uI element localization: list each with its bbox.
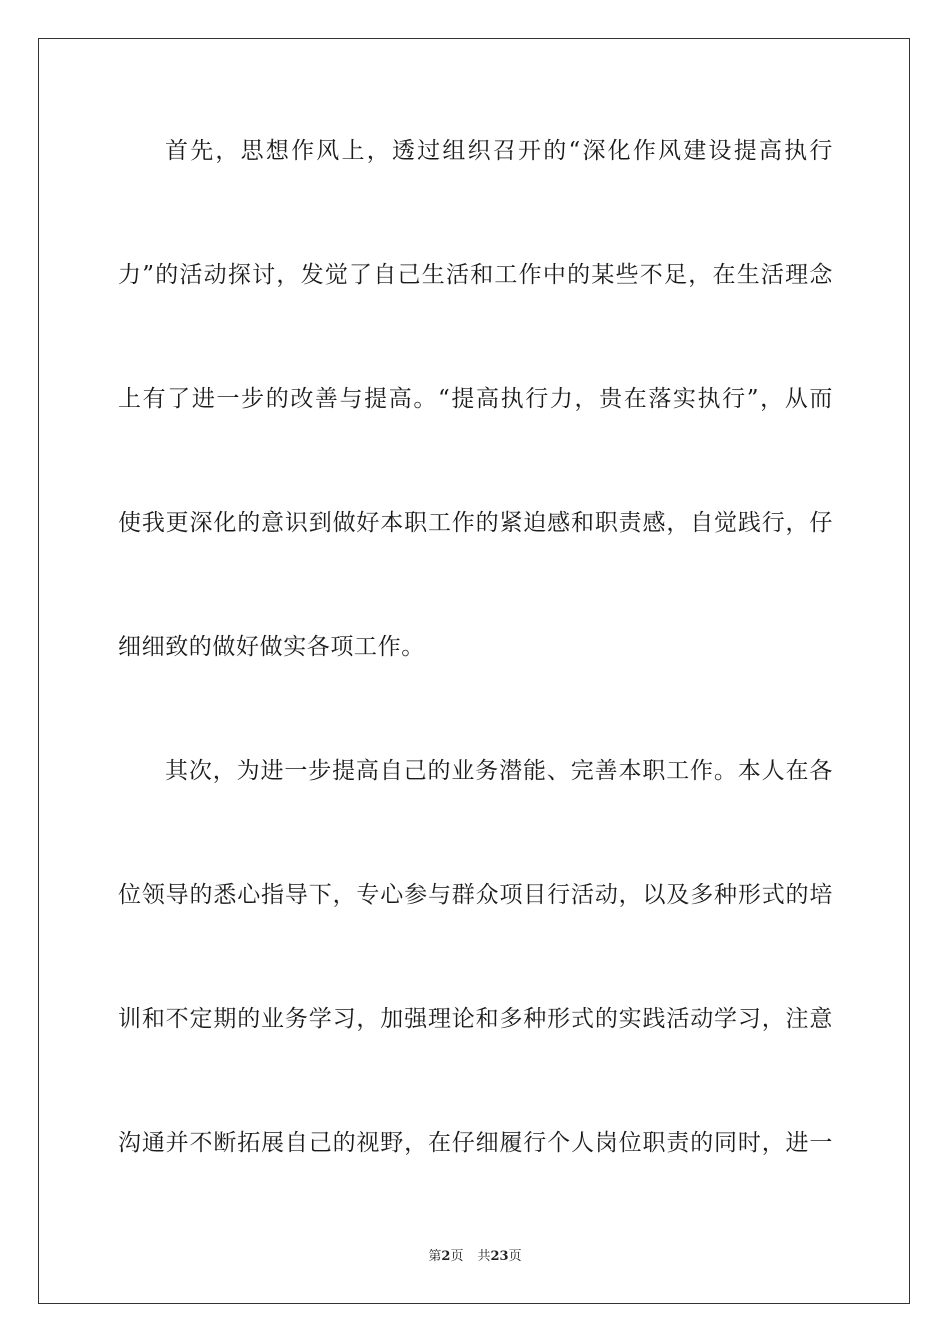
paragraph-2-line-3: 训和不定期的业务学习，加强理论和多种形式的实践活动学习，注意 xyxy=(118,1006,833,1032)
page-prefix: 第 xyxy=(428,1249,442,1264)
paragraph-2-line-4: 沟通并不断拓展自己的视野，在仔细履行个人岗位职责的同时，进一 xyxy=(118,1130,833,1156)
paragraph-1-line-3: 上有了进一步的改善与提高。“提高执行力，贵在落实执行”，从而 xyxy=(118,386,833,412)
total-suffix: 页 xyxy=(508,1249,522,1264)
page-suffix: 页 xyxy=(450,1249,464,1264)
page-border xyxy=(38,38,910,1304)
paragraph-2-line-1: 其次，为进一步提高自己的业务潜能、完善本职工作。本人在各 xyxy=(165,758,833,784)
page-footer xyxy=(0,1248,950,1266)
page-number: 2 xyxy=(441,1249,451,1264)
paragraph-1-line-2: 力”的活动探讨，发觉了自己生活和工作中的某些不足，在生活理念 xyxy=(118,262,833,288)
paragraph-1-line-1: 首先，思想作风上，透过组织召开的“深化作风建设提高执行 xyxy=(165,138,833,164)
total-prefix: 共 xyxy=(477,1249,491,1264)
paragraph-1-line-5: 细细致的做好做实各项工作。 xyxy=(118,634,425,660)
total-pages: 23 xyxy=(490,1249,509,1264)
paragraph-1-line-4: 使我更深化的意识到做好本职工作的紧迫感和职责感，自觉践行，仔 xyxy=(118,510,833,536)
paragraph-2-line-2: 位领导的悉心指导下，专心参与群众项目行活动，以及多种形式的培 xyxy=(118,882,833,908)
